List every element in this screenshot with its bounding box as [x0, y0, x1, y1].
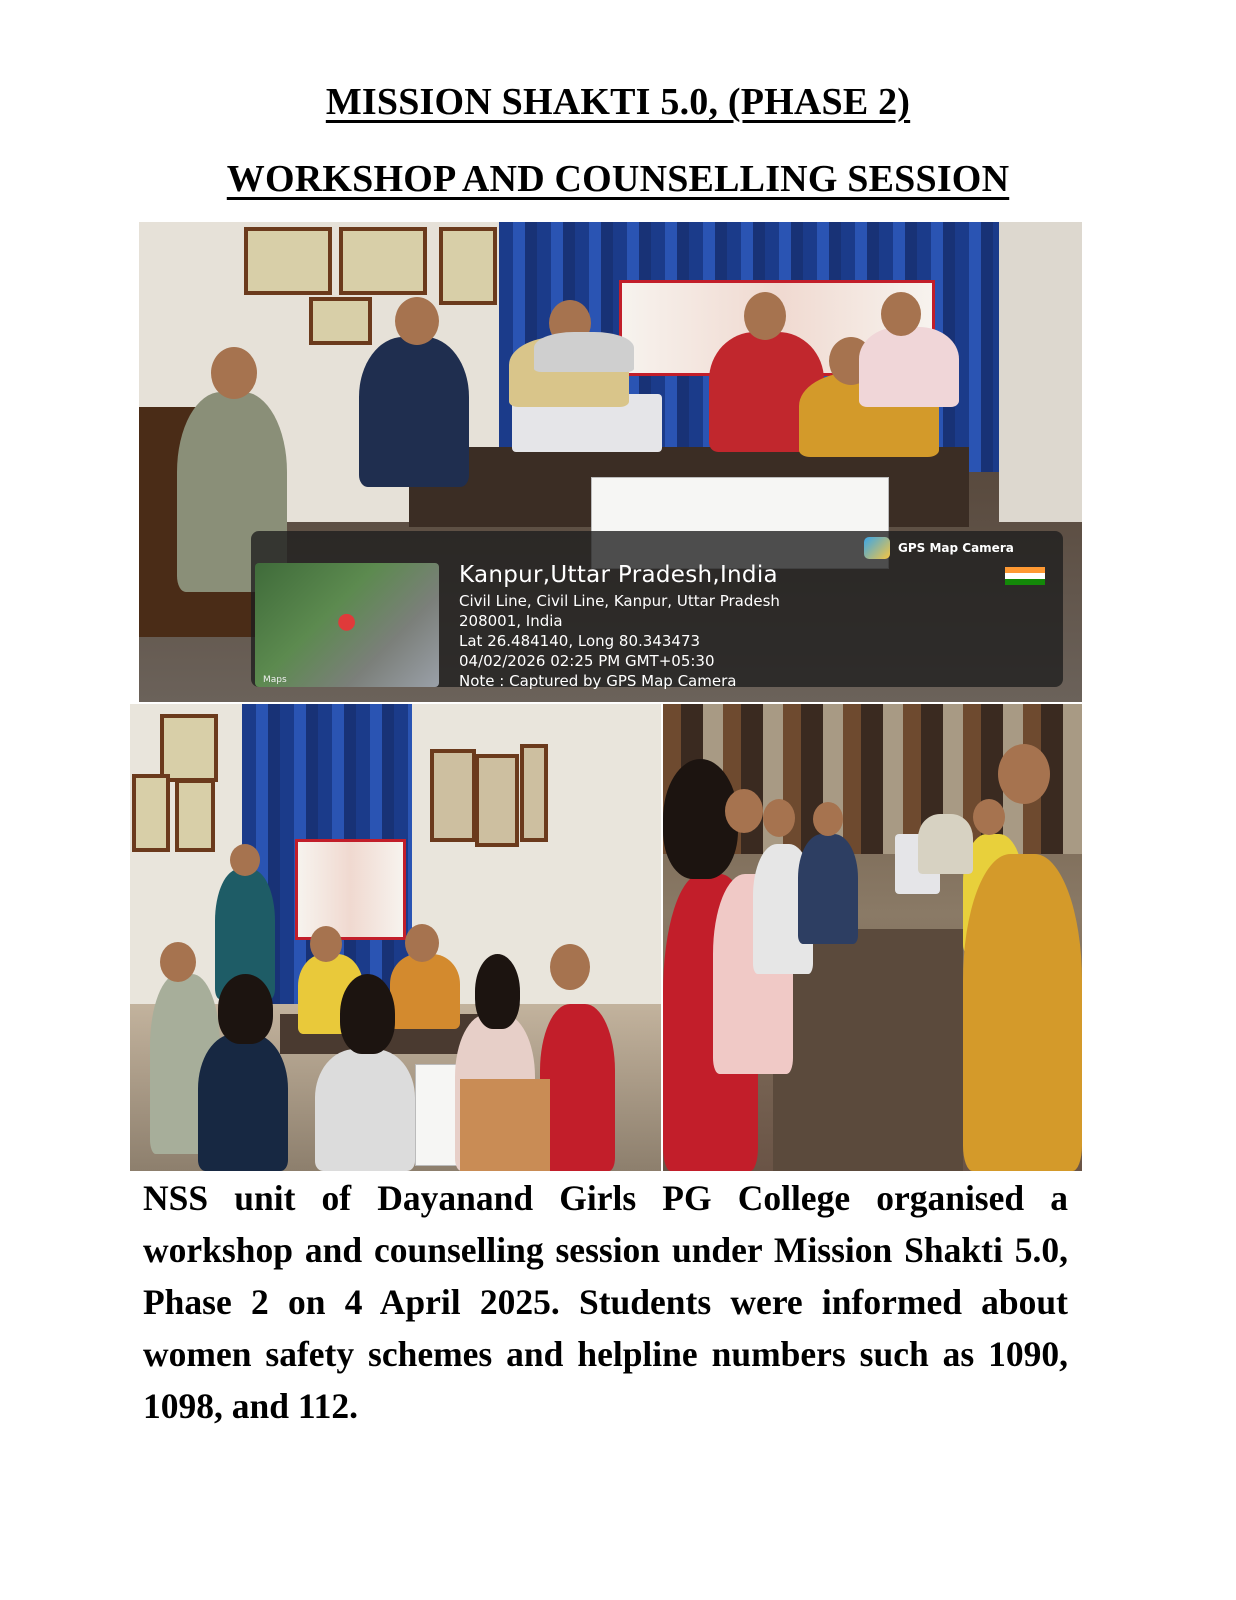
person-head: [763, 799, 795, 837]
event-description: NSS unit of Dayanand Girls PG College organised a workshop and counselling session under Mission Shakti 5.0, Phase 2 on 4 April 2025. Students were informed about women safety schemes and helpline numbers such as 1090, 1098, and 112.: [143, 1178, 1068, 1426]
map-pin-icon: ●: [337, 609, 357, 634]
person: [918, 814, 973, 874]
gps-brand: [864, 537, 1014, 559]
person-head: [973, 799, 1005, 835]
certificate-frame: [244, 227, 332, 295]
person: [963, 854, 1082, 1171]
person: [798, 834, 858, 944]
maps-watermark: Maps: [263, 675, 287, 685]
poster-frame: [520, 744, 548, 842]
person: [859, 327, 959, 407]
page-title: MISSION SHAKTI 5.0, (PHASE 2): [325, 81, 911, 123]
person-head: [744, 292, 786, 340]
person-hair: [340, 974, 395, 1054]
person-hair: [218, 974, 273, 1044]
certificate-frame: [175, 779, 215, 852]
event-photo-left: [130, 704, 661, 1171]
person: [359, 337, 469, 487]
person-head: [230, 844, 260, 876]
person: [534, 332, 634, 372]
india-flag-icon: [1005, 567, 1045, 585]
person-head: [405, 924, 439, 962]
person-head: [160, 942, 196, 982]
event-photo-right: [663, 704, 1082, 1171]
gps-city: Kanpur,Uttar Pradesh,India: [459, 562, 778, 588]
gps-coordinates: Lat 26.484140, Long 80.343473: [459, 632, 701, 650]
person: [390, 954, 460, 1029]
poster-frame: [430, 749, 476, 842]
certificate-frame: [160, 714, 218, 782]
person-head: [550, 944, 590, 990]
poster-frame: [475, 754, 519, 847]
gps-address-line2: 208001, India: [459, 612, 563, 630]
person-head: [998, 744, 1050, 804]
person-head: [310, 926, 342, 962]
certificate-frame: [132, 774, 170, 852]
gps-address-line1: Civil Line, Civil Line, Kanpur, Uttar Pradesh: [459, 592, 780, 610]
wall: [999, 222, 1082, 522]
person: [315, 1049, 415, 1171]
person-head: [881, 292, 921, 336]
person: [198, 1034, 288, 1171]
person-head: [813, 802, 843, 836]
chair: [460, 1079, 550, 1171]
person-head: [211, 347, 257, 399]
gps-brand-label: GPS Map Camera: [898, 541, 1014, 555]
person: [540, 1004, 615, 1171]
certificate-frame: [339, 227, 427, 295]
certificate-frame: [309, 297, 372, 345]
camera-app-icon: [864, 537, 890, 559]
person-hair: [475, 954, 520, 1029]
mission-shakti-banner: [295, 839, 406, 940]
gps-note: Note : Captured by GPS Map Camera: [459, 672, 737, 690]
person-head: [725, 789, 763, 833]
person-head: [395, 297, 439, 345]
gps-timestamp: 04/02/2026 02:25 PM GMT+05:30: [459, 652, 715, 670]
certificate-frame: [439, 227, 497, 305]
page-subtitle: WORKSHOP AND COUNSELLING SESSION: [226, 158, 1010, 200]
